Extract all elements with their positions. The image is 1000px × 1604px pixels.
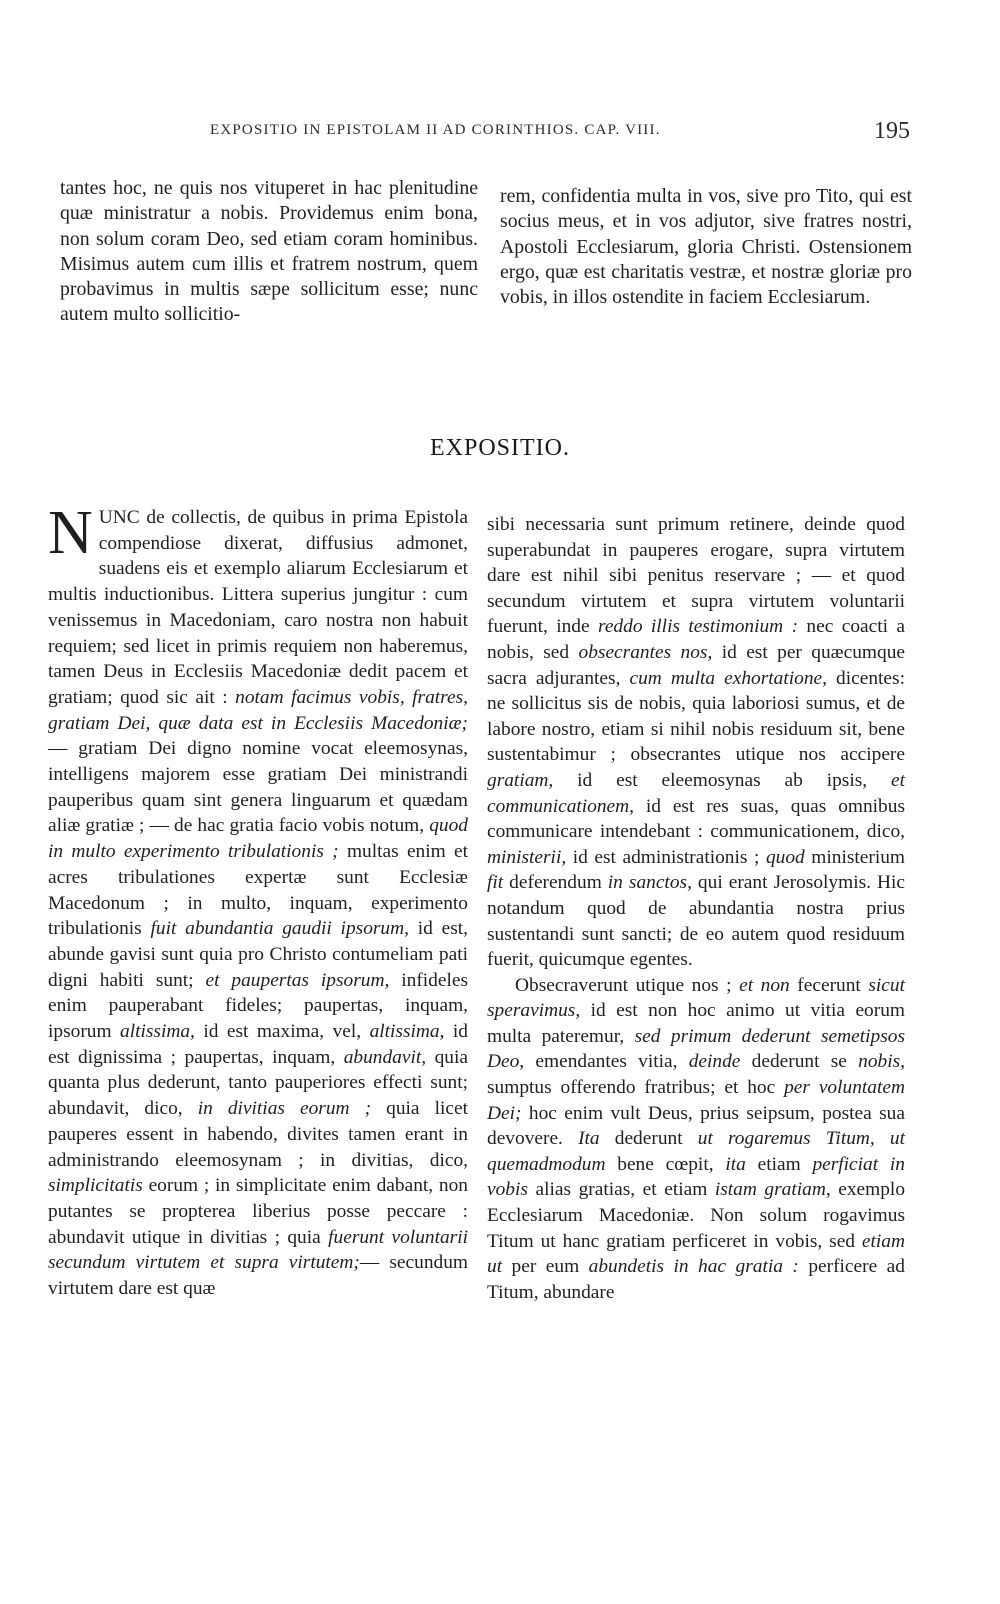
text-run: id est eleemosynas ab ipsis, — [553, 769, 891, 791]
text-run: Obsecraverunt utique nos ; — [515, 974, 740, 996]
text-run: dicentes: ne sollicitus sis de nobis, quia laboriosi sumus, et de labore nostro, etiam si nihil nobis residuum sit, bene sustentabimur ; obsecrantes utique nos accipere — [487, 667, 905, 766]
text-run: exemplo Ecclesiarum Macedoniæ. Non solum rogavimus Titum ut hanc gratiam perficeret in vobis, sed — [487, 1179, 906, 1252]
quoted-text: notam facimus vobis, fratres, gratiam Dei, quæ data est in Ecclesiis Macedoniæ; — [48, 686, 468, 734]
scripture-paragraph-right: rem, confidentia multa in vos, sive pro Tito, qui est socius meus, et in vos adjutor, sive fratres nostri, Apostoli Ecclesiarum, gloria Christi. Ostensionem ergo, quæ est charitatis vestræ, et nostræ gloriæ pro vobis, in illos ostendite in faciem Ecclesiarum. — [500, 185, 912, 309]
quoted-text: etiam ut — [487, 1230, 905, 1278]
quoted-text: altissima, — [120, 1021, 195, 1043]
text-run: id est maxima, vel, — [194, 1021, 370, 1043]
text-run: dederunt se — [740, 1051, 859, 1073]
page-number: 195 — [874, 118, 910, 144]
commentary-paragraph — [487, 512, 905, 973]
quoted-text: et communicationem, — [487, 769, 905, 817]
text-run: quia quanta plus dederunt, tanto pauperiores effecti sunt; abundavit, dico, — [48, 1046, 468, 1120]
commentary-column-left — [48, 499, 469, 1302]
quoted-text: sed primum dederunt semetipsos Deo, — [487, 1025, 905, 1073]
text-run: UNC de collectis, de quibus in prima Epistola compendiose dixerat, diffusius admonet, suadens eis et exemplo aliarum Ecclesiarum et multis inductionibus. Littera superius jungitur : cum venissemus in Macedoniam, caro nostra non habuit requiem; sed licet in primis requiem non haberemus, tamen Deus in Ecclesiis Macedoniæ dedit pacem et gratiam; quod sic ait : — [48, 507, 468, 708]
quoted-text: nobis, — [858, 1051, 905, 1073]
quoted-text: obsecrantes nos, — [578, 641, 713, 663]
text-run: perficere ad Titum, abundare — [487, 1256, 905, 1303]
text-run: eorum ; in simplicitate enim dabant, non putantes se propterea liberius posse peccare : abundavit utique in divitias ; quia — [48, 1175, 468, 1248]
quoted-text: quod in multo experimento tribulationis ; — [48, 815, 468, 863]
text-run: alias gratias, et etiam — [527, 1179, 715, 1201]
quoted-text: fuerunt voluntarii secundum virtutem et supra virtutem; — [48, 1226, 468, 1274]
scripture-paragraph-left: tantes hoc, ne quis nos vituperet in hac plenitudine quæ ministratur a nobis. Providemus enim bona, non solum coram Deo, sed etiam coram hominibus. Misimus autem cum illis et fratrem nostrum, quem probavimus in multis sæpe sollicitum esse; nunc autem multo sollicitio- — [60, 177, 478, 326]
quoted-text: abundavit, — [343, 1046, 427, 1068]
quoted-text: sicut speravimus, — [487, 974, 905, 1022]
text-run: id est non hoc animo ut vitia eorum multa pateremur, — [487, 1000, 905, 1047]
running-title: EXPOSITIO IN EPISTOLAM II AD CORINTHIOS. CAP. VIII. — [210, 122, 661, 138]
text-run: sumptus offerendo fratribus; et hoc — [487, 1077, 785, 1099]
section-heading: EXPOSITIO. — [430, 435, 570, 461]
text-run: emendantes vitia, — [524, 1051, 689, 1073]
text-run: — gratiam Dei digno nomine vocat eleemosynas, intelligens majorem esse gratiam Dei ministrandi pauperibus quam sint genera linguarum et quædam aliæ gratiæ ; — de hac gratia facio vobis notum, — [48, 738, 468, 837]
text-run: infideles enim pauperabant fideles; paupertas, inquam, ipsorum — [48, 969, 468, 1043]
text-run: id est per quæcumque sacra adjurantes, — [487, 641, 905, 689]
text-run: id est administrationis ; — [566, 846, 766, 868]
text-run: qui erant Jerosolymis. Hic notandum quod de abundantia nostra prius sustentandi sunt sancti; de eo autem quod residuum fuerit, quicumque egentes. — [487, 872, 905, 971]
quoted-text: fit — [487, 872, 504, 894]
quoted-text: et paupertas ipsorum, — [205, 969, 390, 991]
quoted-text: et non — [739, 974, 790, 996]
quoted-text: ita — [725, 1153, 746, 1175]
quoted-text: in divitias eorum ; — [197, 1098, 372, 1120]
text-run: multas enim et acres tribulationes expertæ sunt Ecclesiæ Macedonum ; in multo, inquam, experimento tribulationis — [48, 841, 469, 940]
text-run: nec coacti a nobis, sed — [487, 616, 905, 663]
quoted-text: fuit abundantia gaudii ipsorum, — [150, 918, 409, 940]
quoted-text: perficiat in vobis — [487, 1153, 905, 1201]
quoted-text: ministerii, — [487, 846, 567, 868]
text-run: quia licet pauperes essent in habendo, divites tamen erant in administrando eleemosynam ; in divitias, dico, — [48, 1098, 468, 1171]
text-run: deferendum — [503, 872, 608, 894]
quoted-text: quod — [765, 846, 805, 868]
text-run: ministerium — [804, 846, 905, 868]
text-run: etiam — [745, 1153, 813, 1175]
text-run: sibi necessaria sunt primum retinere, deinde quod superabundat in pauperes erogare, supra virtutem dare est nihil sibi penitus reservare ; — et quod secundum virtutem et supra virtutem voluntarii fuerunt, inde — [487, 514, 905, 638]
quoted-text: altissima, — [369, 1021, 445, 1043]
quoted-text: cum multa exhortatione, — [629, 667, 827, 689]
text-run: per eum — [502, 1256, 589, 1278]
text-run: fecerunt — [789, 974, 869, 996]
quoted-text: istam gratiam, — [714, 1179, 831, 1201]
quoted-text: ut rogaremus Titum, ut quemadmodum — [487, 1128, 905, 1175]
drop-cap: N — [48, 499, 93, 567]
commentary-paragraph — [487, 973, 905, 1306]
text-run: dederunt — [599, 1128, 698, 1150]
text-run: — secundum virtutem dare est quæ — [48, 1252, 468, 1300]
text-run: id est res suas, quas omnibus communicare intendebant : communicationem, dico, — [487, 795, 905, 843]
quoted-text: per voluntatem Dei; — [487, 1077, 905, 1124]
text-run: bene cœpit, — [605, 1153, 726, 1175]
scripture-text-right — [500, 184, 912, 310]
quoted-text: gratiam, — [487, 769, 554, 791]
page-header — [170, 118, 910, 148]
commentary-column-right — [487, 512, 905, 1305]
quoted-text: abundetis in hac gratia : — [588, 1256, 799, 1278]
quoted-text: in sanctos, — [607, 872, 692, 894]
commentary-paragraph — [48, 499, 469, 1302]
scripture-text-left — [60, 176, 478, 328]
quoted-text: deinde — [688, 1051, 741, 1073]
quoted-text: reddo illis testimonium : — [598, 616, 799, 638]
text-run: id est dignissima ; paupertas, inquam, — [48, 1021, 468, 1068]
text-run: hoc enim vult Deus, prius seipsum, postea sua devovere. — [487, 1102, 905, 1150]
quoted-text: simplicitatis — [48, 1175, 143, 1197]
text-run: id est, abunde gavisi sunt quia pro Christo contumeliam pati digni habiti sunt; — [48, 918, 468, 991]
quoted-text: Ita — [578, 1128, 600, 1150]
